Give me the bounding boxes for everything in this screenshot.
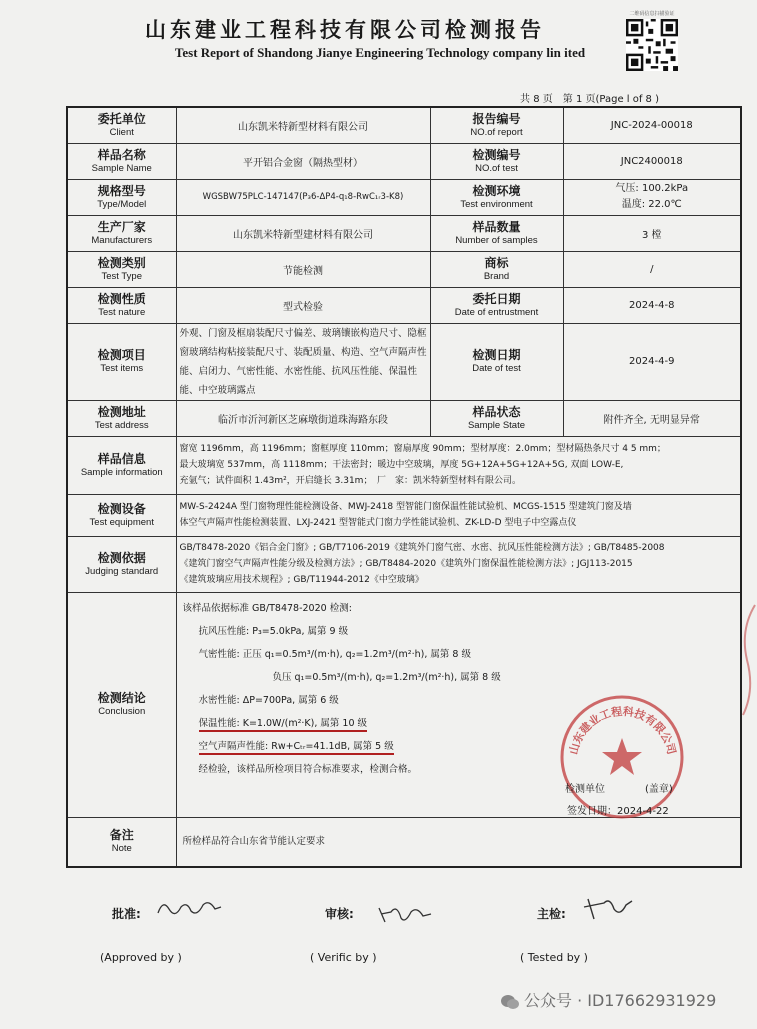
report-title-en: Test Report of Shandong Jianye Engineering Technology company lin ited	[174, 45, 586, 60]
row-test-items	[67, 323, 741, 400]
label-manufacturer: 生产厂家 Manufacturers	[67, 215, 176, 251]
label-conclusion: 检测结论 Conclusion	[67, 592, 176, 817]
row-test-address	[67, 400, 741, 436]
conclusion-intro: 该样品依据标准 GB/T8478-2020 检测:	[182, 602, 352, 614]
row-manufacturer	[67, 215, 741, 251]
wechat-icon	[500, 994, 520, 1010]
value-test-no: JNC2400018	[563, 143, 741, 179]
env-temperature: 温度: 22.0℃	[621, 199, 682, 210]
equipment-line-1: MW-S-2424A 型门窗物理性能检测设备、MWJ-2418 型智能门窗保温性能试验机、MCGS-1515 型建筑门窗及墙	[179, 502, 632, 512]
row-test-type	[67, 251, 741, 287]
value-test-env	[563, 179, 741, 215]
approved-label: 批准:	[112, 907, 141, 921]
value-note: 所检样品符合山东省节能认定要求	[176, 817, 741, 867]
watermark	[500, 988, 716, 1011]
label-entrust-date: 委托日期 Date of entrustment	[430, 287, 563, 323]
label-sample-name: 样品名称 Sample Name	[67, 143, 176, 179]
sample-info-line-3: 充氩气；试件面积 1.43m²，开启缝长 3.31m； 厂 家：凯米特新型材料有限公司。	[179, 476, 521, 486]
stamp-unit-label: 检测单位 (盖章)	[565, 784, 673, 795]
tested-label: 主检:	[537, 907, 566, 921]
sample-info-line-2: 最大玻璃宽 537mm，高 1118mm；干法密封；暖边中空玻璃，厚度 5G+12A+5G+12A+5G, 双面 LOW-E,	[179, 460, 624, 470]
label-test-date: 检测日期 Date of test	[430, 323, 563, 400]
label-test-env: 检测环境 Test environment	[430, 179, 563, 215]
conclusion-wind-pressure: 抗风压性能: P₃=5.0kPa, 属第 9 级	[198, 625, 349, 637]
value-sample-qty: 3 樘	[563, 215, 741, 251]
value-brand: /	[563, 251, 741, 287]
value-sample-info	[176, 436, 741, 494]
label-client: 委托单位 Client	[67, 107, 176, 143]
value-client: 山东凯米特新型材料有限公司	[176, 107, 430, 143]
thermal-underlined: 保温性能: K=1.0W/(m²·K), 属第 10 级	[199, 718, 368, 732]
label-equipment: 检测设备 Test equipment	[67, 494, 176, 536]
label-test-type: 检测类别 Test Type	[67, 251, 176, 287]
label-sample-qty: 样品数量 Number of samples	[430, 215, 563, 251]
row-sample-name	[67, 143, 741, 179]
standard-line-3: 《建筑玻璃应用技术规程》; GB/T11944-2012《中空玻璃》	[179, 575, 424, 585]
label-standard: 检测依据 Judging standard	[67, 536, 176, 592]
value-standard	[176, 536, 741, 592]
report-title-cn: 山东建业工程科技有限公司检测报告	[145, 17, 545, 42]
sound-underlined: 空气声隔声性能: Rw+Cₜᵣ=41.1dB, 属第 5 级	[199, 741, 394, 755]
conclusion-air-tightness-negative: 负压 q₁=0.5m³/(m·h), q₂=1.2m³/(m²·h), 属第 8 级	[272, 671, 501, 683]
seal-text: 山东建业工程科技有限公司	[566, 704, 679, 756]
value-test-type: 节能检测	[176, 251, 430, 287]
qr-caption: 二维码信息扫描验证	[629, 11, 675, 17]
label-report-no: 报告编号 NO.of report	[430, 107, 563, 143]
value-test-nature: 型式检验	[176, 287, 430, 323]
row-sample-info	[67, 436, 741, 494]
approved-label-en: (Approved by )	[100, 951, 182, 964]
env-pressure: 气压: 100.2kPa	[615, 183, 689, 194]
qr-code-icon	[626, 19, 678, 71]
sample-info-line-1: 窗宽 1196mm，高 1196mm；窗框厚度 110mm；窗扇厚度 90mm；型材厚度：2.0mm；型材隔热条尺寸 4 5 mm；	[179, 444, 666, 454]
row-type-model	[67, 179, 741, 215]
verified-label-en: ( Verific by )	[310, 951, 377, 964]
verifier-signature-icon	[375, 900, 435, 926]
label-test-no: 检测编号 NO.of test	[430, 143, 563, 179]
label-test-nature: 检测性质 Test nature	[67, 287, 176, 323]
edge-seal-fragment-icon	[735, 600, 757, 724]
label-sample-state: 样品状态 Sample State	[430, 400, 563, 436]
standard-line-1: GB/T8478-2020《铝合金门窗》; GB/T7106-2019《建筑外门窗气密、水密、抗风压性能检测方法》; GB/T8485-2008	[179, 543, 665, 553]
label-test-items: 检测项目 Test items	[67, 323, 176, 400]
label-note: 备注 Note	[67, 817, 176, 867]
tested-label-en: ( Tested by )	[520, 951, 588, 964]
value-test-items: 外观、门窗及框扇装配尺寸偏差、玻璃镶嵌构造尺寸、隐框窗玻璃结构粘接装配尺寸、装配质量、构造、空气声隔声性能、启闭力、气密性能、水密性能、抗风压性能、保温性能、中空玻璃露点	[176, 323, 430, 400]
equipment-line-2: 体空气声隔声性能检测装置、LXJ-2421 型智能式门窗力学性能试验机、ZK-LD-D 型电子中空露点仪	[179, 518, 577, 528]
value-report-no: JNC-2024-00018	[563, 107, 741, 143]
value-type-model: WGSBW75PLC-147147(P₃6-ΔP4-q₁8-RwC₁ᵣ3-K8)	[176, 179, 430, 215]
value-equipment	[176, 494, 741, 536]
value-test-address: 临沂市沂河新区芝麻墩街道珠海路东段	[176, 400, 430, 436]
conclusion-air-tightness-positive: 气密性能: 正压 q₁=0.5m³/(m·h), q₂=1.2m³/(m²·h), 属第 8 级	[198, 648, 471, 660]
label-type-model: 规格型号 Type/Model	[67, 179, 176, 215]
qr-code-block	[621, 10, 683, 71]
issue-date: 签发日期：2024-4-22	[567, 806, 669, 817]
label-brand: 商标 Brand	[430, 251, 563, 287]
verified-label: 审核:	[325, 907, 354, 921]
label-sample-info: 样品信息 Sample information	[67, 436, 176, 494]
conclusion-water-tightness: 水密性能: ΔP=700Pa, 属第 6 级	[198, 694, 339, 706]
value-sample-name: 平开铝合金窗（隔热型材）	[176, 143, 430, 179]
value-entrust-date: 2024-4-8	[563, 287, 741, 323]
value-sample-state: 附件齐全, 无明显异常	[563, 400, 741, 436]
value-manufacturer: 山东凯米特新型建材料有限公司	[176, 215, 430, 251]
page-indicator: 共 8 页 第 1 页(Page l of 8 )	[520, 94, 659, 105]
row-standard	[67, 536, 741, 592]
approver-signature-icon	[155, 895, 225, 921]
row-client	[67, 107, 741, 143]
tester-signature-icon	[580, 893, 635, 923]
watermark-text: 公众号 · ID17662931929	[524, 991, 717, 1010]
row-equipment	[67, 494, 741, 536]
row-test-nature	[67, 287, 741, 323]
conclusion-summary: 经检验，该样品所检项目符合标准要求，检测合格。	[198, 763, 418, 775]
standard-line-2: 《建筑门窗空气声隔声性能分级及检测方法》; GB/T8484-2020《建筑外门窗保温性能检测方法》; JGJ113-2015	[179, 559, 633, 569]
label-test-address: 检测地址 Test address	[67, 400, 176, 436]
value-test-date: 2024-4-9	[563, 323, 741, 400]
